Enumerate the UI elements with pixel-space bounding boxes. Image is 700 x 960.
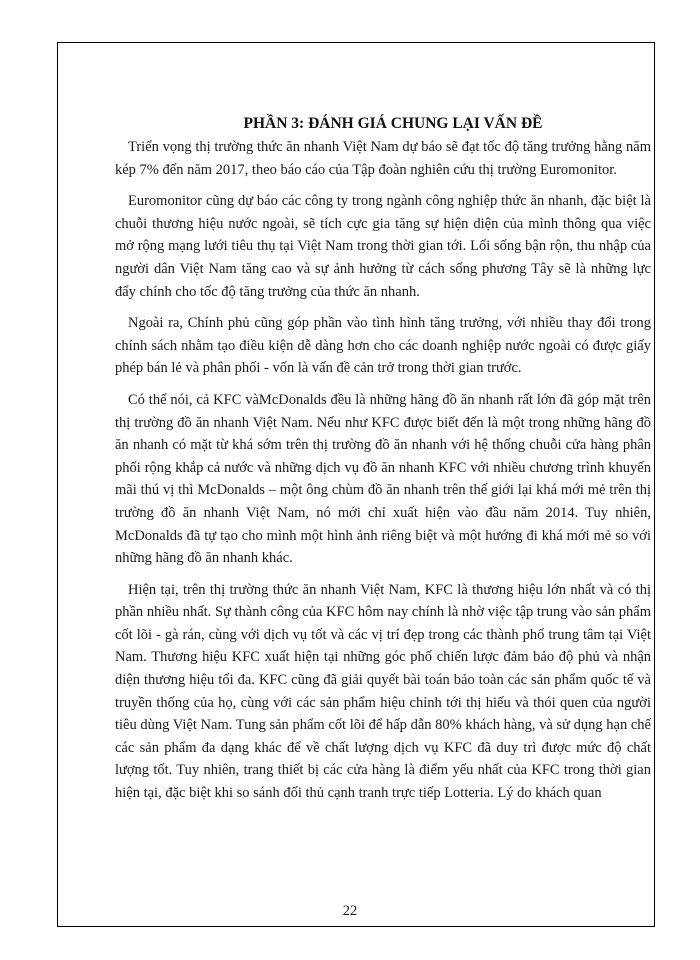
paragraph-kfc-mcdonalds: Có thể nói, cả KFC vàMcDonalds đều là những hãng đồ ăn nhanh rất lớn đã góp mặt trên thị trường đồ ăn nhanh Việt Nam. Nếu như KFC được biết đến là một trong những hãng đồ ăn nhanh có mặt từ khá sớm trên thị trường đồ ăn nhanh với hệ thống chuỗi cửa hàng phân phối rộng khắp cả nước và những dịch vụ đồ ăn nhanh KFC với nhiều chương trình khuyến mãi thú vị thì McDonalds – một ông chùm đồ ăn nhanh trên thế giới lại khá mới mẻ trên thị trường đồ ăn nhanh Việt Nam, nó mới chỉ xuất hiện vào đầu năm 2014. Tuy nhiên, McDonalds đã tự tạo cho mình một hình ảnh riêng biệt và một hướng đi khá mới mẻ so với những hãng đồ ăn nhanh khác. <box>115 391 651 567</box>
paragraph-market-outlook: Triển vọng thị trường thức ăn nhanh Việt Nam dự báo sẽ đạt tốc độ tăng trưởng hằng năm kép 7% đến năm 2017, theo báo cáo của Tập đoàn nghiên cứu thị trường Euromonitor. <box>115 139 651 178</box>
paragraph-kfc-market-leader: Hiện tại, trên thị trường thức ăn nhanh Việt Nam, KFC là thương hiệu lớn nhất và có thị phần nhiều nhất. Sự thành công của KFC hôm nay chính là nhờ việc tập trung vào sản phẩm cốt lõi - gà rán, cùng với dịch vụ tốt và các vị trí đẹp trong các thành phố trung tâm tại Việt Nam. Thương hiệu KFC xuất hiện tại những góc phố chiến lược đảm bảo độ phủ và nhận diện thương hiệu tối đa. KFC cũng đã giải quyết bài toán bảo toàn các sản phẩm quốc tế và truyền thống của họ, cùng với các sản phẩm hiệu chỉnh tới thị hiếu và thói quen của người tiêu dùng Việt Nam. Tung sản phẩm cốt lõi để hấp dẫn 80% khách hàng, và sử dụng hạn chế các sản phẩm đa dạng khác để về chất lượng dịch vụ KFC đã duy trì được mức độ chất lượng tốt. Tuy nhiên, trang thiết bị các cửa hàng là điểm yếu nhất của KFC trong thời gian hiện tại, đặc biệt khi so sánh đối thủ cạnh tranh trực tiếp Lotteria. Lý do khách quan <box>115 581 651 802</box>
paragraph-government-policy: Ngoài ra, Chính phủ cũng góp phần vào tình hình tăng trưởng, với nhiều thay đổi trong chính sách nhằm tạo điều kiện dễ dàng hơn cho các doanh nghiệp nước ngoài có được giấy phép bán lẻ và phân phối - vốn là vấn đề cản trở trong thời gian trước. <box>115 315 651 377</box>
paragraph-euromonitor-forecast: Euromonitor cũng dự báo các công ty trong ngành công nghiệp thức ăn nhanh, đặc biệt là chuỗi thương hiệu nước ngoài, sẽ tích cực gia tăng sự hiện diện của mình thông qua việc mở rộng mạng lưới tiêu thụ tại Việt Nam trong thời gian tới. Lối sống bận rộn, thu nhập của người dân Việt Nam tăng cao và sự ảnh hưởng từ cách sống phương Tây sẽ là những lực đẩy chính cho tốc độ tăng trưởng của thức ăn nhanh. <box>115 193 651 300</box>
document-body <box>115 113 651 814</box>
page-number: 22 <box>342 903 358 919</box>
section-heading: PHẦN 3: ĐÁNH GIÁ CHUNG LẠI VẤN ĐỀ <box>243 115 543 132</box>
